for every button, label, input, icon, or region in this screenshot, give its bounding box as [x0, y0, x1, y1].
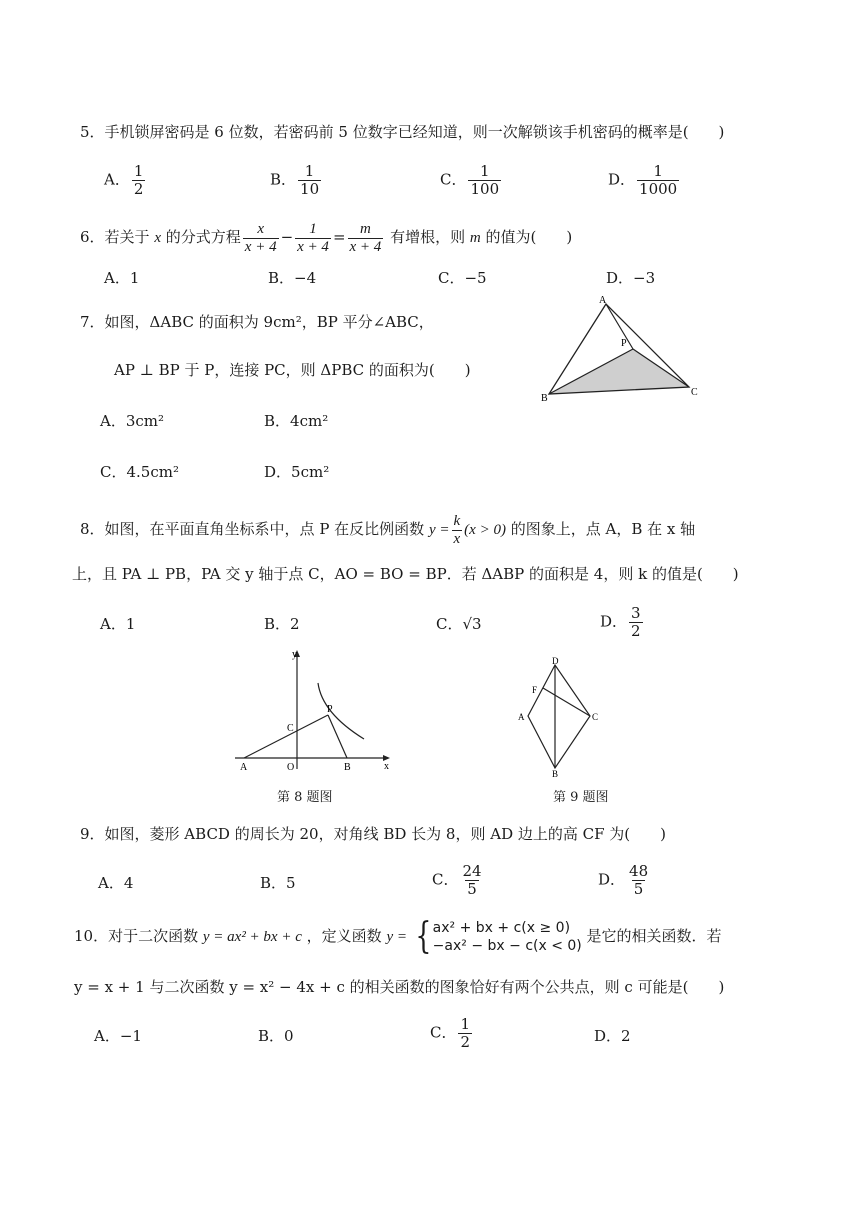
q7-figure	[535, 293, 710, 403]
shaded-triangle-pbc	[549, 349, 689, 394]
q8-option-b[interactable]: B．2	[264, 615, 300, 633]
var-x: x	[154, 230, 161, 246]
option-label: C．	[430, 1023, 457, 1042]
q7-option-c[interactable]: C．4.5cm²	[100, 463, 179, 481]
func-y: y =	[428, 522, 450, 538]
q9-option-c[interactable]	[432, 863, 486, 898]
q7-line1: 7．如图，ΔABC 的面积为 9cm²，BP 平分∠ABC，	[80, 313, 434, 331]
rhombus-abcd	[528, 665, 590, 768]
fraction	[298, 163, 321, 198]
height-cf	[543, 688, 590, 716]
numerator: 1	[480, 162, 490, 180]
q9-option-a[interactable]: A．4	[98, 874, 134, 892]
piecewise-y: y =	[386, 929, 407, 945]
denominator: 5	[633, 880, 644, 898]
fraction	[627, 863, 650, 898]
option-label: B．	[270, 170, 297, 189]
label-p: P	[327, 704, 333, 715]
q8-option-c[interactable]: C．√3	[436, 615, 482, 633]
fraction	[629, 605, 643, 640]
denominator: x + 4	[349, 238, 382, 255]
q9-option-b[interactable]: B．5	[260, 874, 296, 892]
quadratic-function: y = ax² + bx + c	[202, 929, 302, 945]
option-label: D．	[598, 870, 626, 889]
label-b: B	[541, 393, 548, 403]
q7-option-b[interactable]: B．4cm²	[264, 412, 329, 430]
denominator: x + 4	[297, 238, 329, 255]
option-label: D．	[600, 612, 628, 631]
denominator: 2	[460, 1033, 471, 1051]
q6-end: 的值为( )	[485, 228, 573, 246]
label-f: F	[532, 685, 538, 695]
fraction-k-over-x	[452, 513, 463, 548]
numerator: 3	[631, 604, 641, 622]
denominator: x	[453, 530, 461, 547]
segment-ap	[244, 715, 328, 758]
label-c: C	[287, 723, 294, 734]
fig8-caption: 第 8 题图	[277, 790, 333, 805]
option-label: D．	[608, 170, 636, 189]
q5-option-b[interactable]	[270, 163, 323, 198]
q10-line1	[74, 916, 722, 957]
numerator: 48	[629, 862, 649, 880]
var-m: m	[469, 230, 481, 246]
case-2: −ax² − bx − c(x < 0)	[432, 938, 582, 954]
domain-condition: (x > 0)	[464, 522, 506, 538]
numerator: 1	[133, 162, 144, 180]
q8-line1	[80, 512, 695, 548]
q5-option-a[interactable]	[104, 163, 147, 198]
fraction	[132, 163, 146, 198]
q6-option-b[interactable]: B．−4	[268, 269, 317, 287]
q5-option-c[interactable]	[440, 163, 503, 198]
option-label: A．	[104, 170, 130, 189]
q10-option-b[interactable]: B．0	[258, 1027, 294, 1045]
denominator: 2	[133, 180, 144, 198]
fraction	[637, 163, 679, 198]
fraction-2	[295, 221, 331, 256]
fraction	[460, 863, 483, 898]
label-y: y	[292, 649, 297, 660]
hyperbola-curve	[318, 683, 364, 739]
case-1: ax² + bx + c(x ≥ 0)	[432, 920, 571, 936]
fraction-3	[348, 221, 384, 256]
left-brace-icon: {	[415, 916, 432, 957]
q9-text: 9．如图，菱形 ABCD 的周长为 20，对角线 BD 长为 8，则 AD 边上的高 CF 为( )	[80, 825, 666, 843]
q10-option-a[interactable]: A．−1	[94, 1027, 142, 1045]
q10-option-c[interactable]	[430, 1016, 474, 1051]
denominator: 2	[631, 622, 641, 640]
numerator: 1	[304, 162, 315, 180]
fraction-1	[243, 221, 279, 256]
numerator: 1	[460, 1015, 471, 1033]
numerator: 1	[653, 162, 663, 180]
fraction	[468, 163, 501, 198]
q6-text	[80, 220, 572, 256]
numerator: 1	[309, 220, 317, 237]
numerator: 24	[462, 862, 482, 880]
label-o: O	[287, 762, 295, 773]
minus-sign: −	[280, 228, 294, 246]
numerator: k	[453, 512, 461, 529]
q6-pre: 6．若关于	[80, 228, 150, 246]
q6-option-a[interactable]: A．1	[104, 269, 140, 287]
q5-option-d[interactable]	[608, 163, 681, 198]
q10-line2: y = x + 1 与二次函数 y = x² − 4x + c 的相关函数的图象恰好有两个公共点，则 c 可能是( )	[74, 978, 725, 996]
numerator: x	[257, 220, 265, 237]
numerator: m	[359, 220, 371, 237]
equals-sign: =	[332, 228, 346, 246]
label-a: A	[518, 712, 525, 722]
q10-option-d[interactable]: D．2	[594, 1027, 631, 1045]
q6-option-d[interactable]: D．−3	[606, 269, 656, 287]
label-c: C	[691, 387, 698, 398]
q9-option-d[interactable]	[598, 863, 652, 898]
fraction	[458, 1016, 472, 1051]
denominator: 5	[467, 880, 477, 898]
q7-option-d[interactable]: D．5cm²	[264, 463, 330, 481]
label-d: D	[552, 656, 559, 666]
segment-pb	[328, 715, 347, 758]
q6-mid: 的分式方程	[165, 228, 241, 246]
label-c: C	[592, 712, 599, 722]
fig8-coordinate-plot	[230, 645, 400, 775]
label-x: x	[384, 761, 389, 772]
q7-line2: AP ⊥ BP 于 P，连接 PC，则 ΔPBC 的面积为( )	[114, 361, 471, 379]
label-a: A	[240, 762, 248, 773]
fig9-rhombus	[510, 655, 610, 780]
option-label: C．	[440, 170, 467, 189]
fig9-caption: 第 9 题图	[553, 790, 609, 805]
denominator: x + 4	[244, 238, 277, 255]
denominator: 10	[300, 180, 320, 198]
label-a: A	[599, 295, 607, 306]
piecewise-cases	[433, 919, 582, 955]
q6-option-c[interactable]: C．−5	[438, 269, 487, 287]
q8-option-d[interactable]	[600, 605, 645, 640]
q10-pre: 10．对于二次函数	[74, 927, 199, 945]
denominator: 100	[470, 180, 500, 198]
q6-post: 有增根，则	[390, 228, 466, 246]
q5-text: 5．手机锁屏密码是 6 位数，若密码前 5 位数字已经知道，则一次解锁该手机密码的概率是( )	[80, 123, 725, 141]
label-b: B	[552, 769, 559, 779]
denominator: 1000	[639, 180, 678, 198]
q10-mid: ，定义函数	[306, 927, 382, 945]
q10-post: 是它的相关函数．若	[586, 927, 722, 945]
q8-option-a[interactable]: A．1	[100, 615, 136, 633]
label-b: B	[344, 762, 351, 773]
label-p: P	[621, 338, 627, 349]
q8-line2: 上，且 PA ⊥ PB，PA 交 y 轴于点 C，AO = BO = BP．若 ΔABP 的面积是 4，则 k 的值是( )	[72, 565, 739, 583]
q8-pre: 8．如图，在平面直角坐标系中，点 P 在反比例函数	[80, 520, 425, 538]
q7-option-a[interactable]: A．3cm²	[100, 412, 165, 430]
option-label: C．	[432, 870, 459, 889]
q8-post: 的图象上，点 A，B 在 x 轴	[510, 520, 696, 538]
